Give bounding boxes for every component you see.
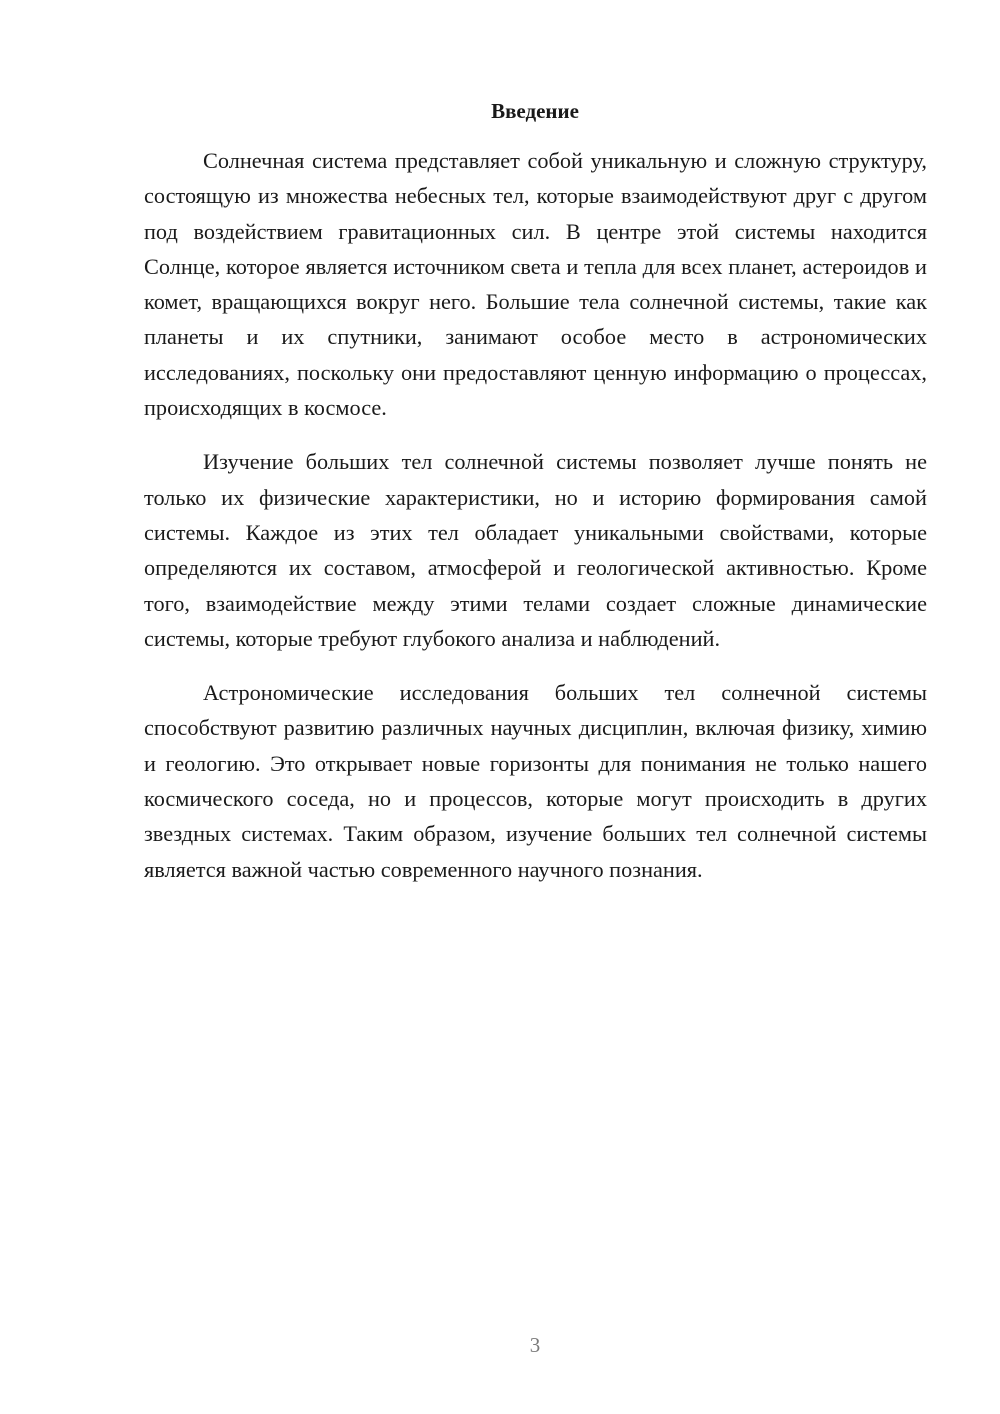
paragraph-2: Изучение больших тел солнечной системы позволяет лучше понять не только их физические характеристики, но и историю формирования самой системы. Каждое из этих тел обладает уникальными свойствами, которые определяются их составом, атмосферой и геологической активностью. Кроме того, взаимодействие между этими телами создает сложные динамические системы, которые требуют глубокого анализа и наблюдений. [144, 449, 927, 651]
page-number: 3 [529, 1333, 541, 1357]
body-text [144, 143, 927, 906]
paragraph-3: Астрономические исследования больших тел солнечной системы способствуют развитию различных научных дисциплин, включая физику, химию и геологию. Это открывает новые горизонты для понимания не только нашего космического соседа, но и процессов, которые могут происходить в других звездных системах. Таким образом, изучение больших тел солнечной системы является важной частью современного научного познания. [144, 680, 927, 882]
paragraph-1: Солнечная система представляет собой уникальную и сложную структуру, состоящую из множества небесных тел, которые взаимодействуют друг с другом под воздействием гравитационных сил. В центре этой системы находится Солнце, которое является источником света и тепла для всех планет, астероидов и комет, вращающихся вокруг него. Большие тела солнечной системы, такие как планеты и их спутники, занимают особое место в астрономических исследованиях, поскольку они предоставляют ценную информацию о процессах, происходящих в космосе. [144, 148, 927, 421]
page-title: Введение [491, 99, 579, 123]
